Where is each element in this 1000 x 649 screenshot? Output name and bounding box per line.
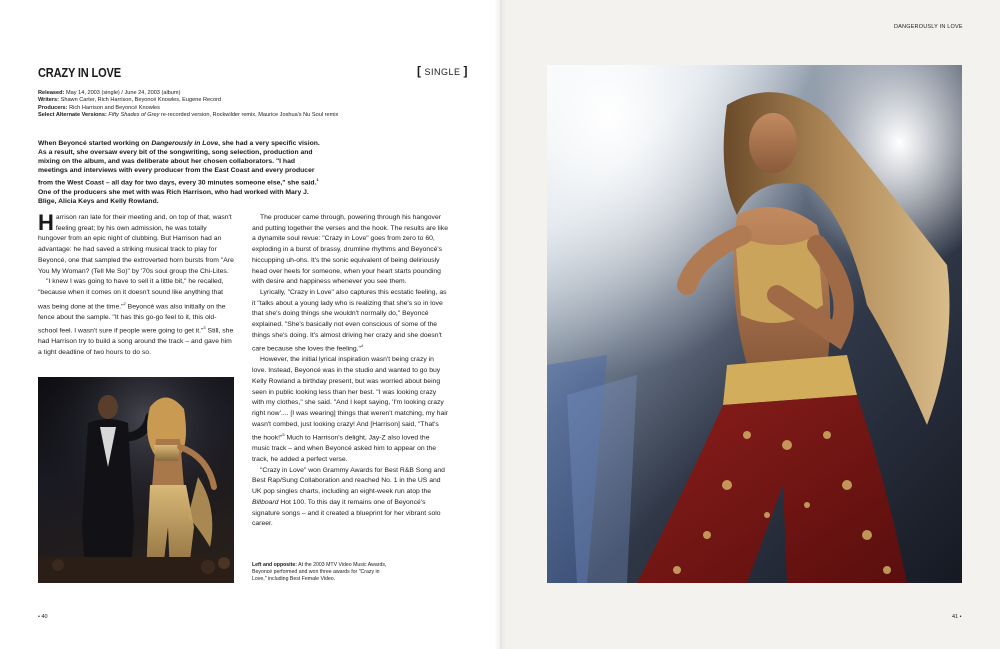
song-title: CRAZY IN LOVE <box>38 65 121 80</box>
body-paragraph <box>38 210 234 277</box>
single-tag: [ SINGLE ] <box>417 64 469 78</box>
writers-value: Shawn Carter, Rich Harrison, Beyoncé Knowles, Eugene Record <box>60 97 222 104</box>
running-head: DANGEROUSLY IN LOVE <box>894 24 963 30</box>
caption-label: Left and opposite: <box>252 562 297 568</box>
footnote-marker: 1 <box>316 177 319 183</box>
body-paragraph <box>252 213 448 288</box>
alternate-value-italic: Fifty Shades of Grey <box>108 112 160 119</box>
body-paragraph <box>252 355 448 465</box>
body-text: Beyoncé was also initially on the fence about the sample. "It has this go-go feel to it, this old-school feel. I wasn't sure if people were going to get it." <box>38 302 226 335</box>
body-column-left <box>38 210 234 359</box>
performance-photo-large <box>547 65 962 583</box>
body-text: Hot 100. To this day it remains one of Beyoncé's signature songs – and it created a blueprint for her vibrant solo career. <box>252 498 441 528</box>
intro-paragraph <box>38 139 320 206</box>
footnote-marker: 4 <box>360 343 364 349</box>
body-text: "Crazy in Love" won Grammy Awards for Best R&B Song and Best Rap/Sung Collaboration and reached No. 1 in the US and UK pop singles charts, including an eight-week run atop the <box>252 466 445 496</box>
page-number-right: 41 • <box>952 614 962 620</box>
body-paragraph <box>38 277 234 358</box>
page-number-left: • 40 <box>38 614 48 620</box>
stage-photo-illustration <box>38 377 234 583</box>
drop-cap: H <box>38 210 54 235</box>
intro-album-title: Dangerously in Love <box>151 140 219 147</box>
footnote-marker: 2 <box>123 300 126 306</box>
body-text: The producer came through, powering through his hangover and putting together the verses and the hook. The results are like a dynamite soul revue: "Crazy in Love" goes from zero to 60, exploding in a burst of brassy, drumline rhythms and Beyoncé's hiccupping uh-ohs. It's the sonic equivalent of being deliriously head over heels for someone, when your heart starts pounding with desire and happiness whenever you see them. <box>252 214 448 286</box>
intro-text-3: One of the producers she met with was Rich Harrison, who had worked with Mary J. Blige, Alicia Keys and Kelly Rowland. <box>38 188 309 205</box>
intro-text-1: When Beyoncé started working on <box>38 140 152 147</box>
released-value: May 14, 2003 (single) / June 24, 2003 (album) <box>66 90 181 96</box>
released-label: Released: <box>38 90 65 96</box>
alternate-value: re-recorded version, Rockwilder remix, Maurice Joshua's Nu Soul remix <box>160 112 339 119</box>
publication-name: Billboard <box>252 498 279 506</box>
body-text: Still, she had Harrison try to build a song around the track – and gave him a tight deadline of two hours to do so. <box>38 327 234 356</box>
single-tag-label: SINGLE <box>424 67 461 77</box>
body-text: Lyrically, "Crazy in Love" also captures this ecstatic feeling, as it "talks about a young lady who is realizing that she's so in love that she's doing things she wouldn't normally do," Beyoncé explained. "She's basically not even conscious of some of the things she's doing. It's almost driving her crazy and she doesn't care because she loves the feeling." <box>252 288 447 353</box>
alternate-label: Select Alternate Versions: <box>38 112 107 119</box>
body-text: However, the initial lyrical inspiration wasn't being crazy in love. Instead, Beyoncé was in the studio and wanted to go buy Kelly Rowland a birthday present, but was worried about being seen in public looking less than her best. "I was looking crazy with my clothes," she said. "And I kept saying, 'I'm looking crazy right now'.... [I was wearing] things that weren't matching, my hair wasn't combed, just looking crazy! And [Harrison] said, "That's the hook!" <box>252 356 449 442</box>
body-column-right <box>252 213 448 530</box>
footnote-marker: 3 <box>203 325 206 331</box>
stage-photo-illustration <box>547 65 962 583</box>
footnote-marker: 5 <box>282 432 285 438</box>
body-text: arrison ran late for their meeting and, on top of that, wasn't feeling great; by his own admission, he was totally hungover from an epic night of clubbing. But Harrison had an advantage: he had saved a striking musical track to play for Beyoncé, one that sampled the extroverted horn bursts from "Are You My Woman? (Tell Me So)" by '70s soul group the Chi-Lites. <box>38 214 234 275</box>
producers-value: Rich Harrison and Beyoncé Knowles <box>69 104 160 111</box>
intro-text-2: , she had a very specific vision. As a result, she oversaw every bit of the songwriting, song selection, production and mixing on the album, and was deliberate about her chosen collaborators. "I had meetings and interviews with every producer from the East Coast and every producer from the West Coast – all day for two days, every 30 minutes someone else," she said. <box>38 140 320 187</box>
writers-label: Writers: <box>38 97 60 104</box>
producers-label: Producers: <box>38 104 68 111</box>
photo-caption <box>252 562 392 583</box>
book-gutter <box>494 0 506 649</box>
body-paragraph <box>252 466 448 530</box>
song-metadata <box>38 90 458 120</box>
caption-text: At the 2003 MTV Video Music Awards, Beyoncé performed and won three awards for "Crazy in Love," including Best Female Video. <box>252 562 387 582</box>
performance-photo-small <box>38 377 234 583</box>
body-text: "I knew I was going to have to sell it a little bit," he recalled, "because when it comes on it doesn't sound like anything that was being done at the time." <box>38 278 224 310</box>
body-text: Much to Harrison's delight, Jay-Z also loved the music track – and when Beyoncé asked him to appear on the track, he added a perfect verse. <box>252 434 437 463</box>
body-paragraph <box>252 288 448 355</box>
